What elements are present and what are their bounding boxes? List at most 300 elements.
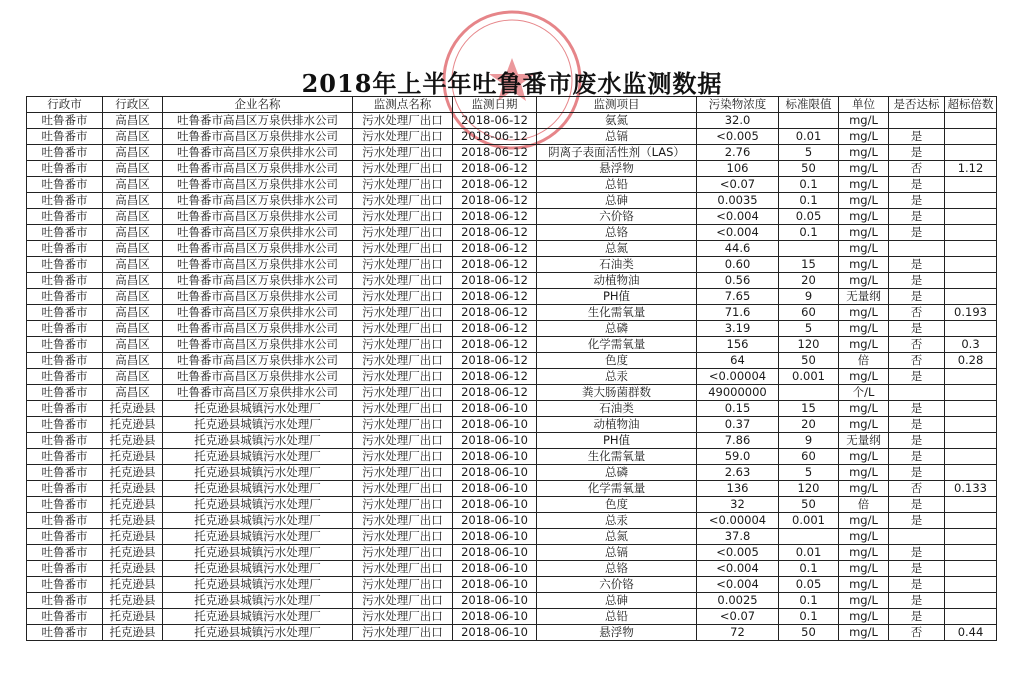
site-cell: 污水处理厂出口 [353, 385, 453, 401]
city-cell: 吐鲁番市 [27, 257, 103, 273]
district-cell: 高昌区 [103, 129, 163, 145]
item-cell: 石油类 [537, 401, 697, 417]
table-row [27, 401, 997, 417]
unit-cell: mg/L [839, 241, 889, 257]
date-cell: 2018-06-10 [453, 497, 537, 513]
compliant-cell: 是 [889, 321, 945, 337]
limit-cell: 120 [779, 337, 839, 353]
table-row [27, 257, 997, 273]
city-cell: 吐鲁番市 [27, 193, 103, 209]
unit-cell: mg/L [839, 209, 889, 225]
exceed-ratio-cell [945, 385, 997, 401]
compliant-cell: 是 [889, 289, 945, 305]
date-cell: 2018-06-12 [453, 225, 537, 241]
item-cell: PH值 [537, 289, 697, 305]
site-cell: 污水处理厂出口 [353, 353, 453, 369]
exceed-ratio-cell [945, 145, 997, 161]
exceed-ratio-cell: 0.193 [945, 305, 997, 321]
company-cell: 托克逊县城镇污水处理厂 [163, 465, 353, 481]
site-cell: 污水处理厂出口 [353, 449, 453, 465]
district-cell: 托克逊县 [103, 513, 163, 529]
unit-cell: mg/L [839, 161, 889, 177]
unit-cell: mg/L [839, 449, 889, 465]
item-cell: 动植物油 [537, 273, 697, 289]
limit-cell: 0.1 [779, 609, 839, 625]
limit-cell: 0.1 [779, 561, 839, 577]
date-cell: 2018-06-12 [453, 305, 537, 321]
exceed-ratio-cell [945, 177, 997, 193]
city-cell: 吐鲁番市 [27, 625, 103, 641]
exceed-ratio-cell: 0.133 [945, 481, 997, 497]
date-cell: 2018-06-12 [453, 289, 537, 305]
site-cell: 污水处理厂出口 [353, 401, 453, 417]
district-cell: 高昌区 [103, 385, 163, 401]
date-cell: 2018-06-12 [453, 161, 537, 177]
table-row [27, 417, 997, 433]
concentration-cell: <0.07 [697, 609, 779, 625]
exceed-ratio-cell [945, 417, 997, 433]
limit-cell: 50 [779, 353, 839, 369]
concentration-cell: 72 [697, 625, 779, 641]
city-cell: 吐鲁番市 [27, 337, 103, 353]
unit-cell: mg/L [839, 305, 889, 321]
site-cell: 污水处理厂出口 [353, 161, 453, 177]
company-cell: 吐鲁番市高昌区万泉供排水公司 [163, 129, 353, 145]
unit-cell: mg/L [839, 337, 889, 353]
district-cell: 托克逊县 [103, 497, 163, 513]
concentration-cell: <0.005 [697, 129, 779, 145]
exceed-ratio-cell [945, 465, 997, 481]
limit-cell: 0.05 [779, 209, 839, 225]
item-cell: 总铅 [537, 609, 697, 625]
unit-cell: mg/L [839, 465, 889, 481]
date-cell: 2018-06-10 [453, 481, 537, 497]
item-cell: 总砷 [537, 593, 697, 609]
company-cell: 托克逊县城镇污水处理厂 [163, 497, 353, 513]
city-cell: 吐鲁番市 [27, 401, 103, 417]
date-cell: 2018-06-10 [453, 513, 537, 529]
table-row [27, 609, 997, 625]
item-cell: 色度 [537, 497, 697, 513]
city-cell: 吐鲁番市 [27, 177, 103, 193]
limit-cell [779, 113, 839, 129]
table-row [27, 593, 997, 609]
limit-cell: 0.01 [779, 545, 839, 561]
concentration-cell: 59.0 [697, 449, 779, 465]
date-cell: 2018-06-10 [453, 401, 537, 417]
district-cell: 高昌区 [103, 305, 163, 321]
city-cell: 吐鲁番市 [27, 577, 103, 593]
date-cell: 2018-06-12 [453, 353, 537, 369]
unit-cell: mg/L [839, 401, 889, 417]
exceed-ratio-cell: 1.12 [945, 161, 997, 177]
unit-cell: mg/L [839, 545, 889, 561]
unit-cell: mg/L [839, 129, 889, 145]
limit-cell: 0.1 [779, 193, 839, 209]
table-row [27, 529, 997, 545]
unit-cell: 个/L [839, 385, 889, 401]
date-cell: 2018-06-10 [453, 593, 537, 609]
item-cell: 生化需氧量 [537, 305, 697, 321]
concentration-cell: 37.8 [697, 529, 779, 545]
limit-cell [779, 241, 839, 257]
item-cell: 总磷 [537, 465, 697, 481]
exceed-ratio-cell [945, 225, 997, 241]
city-cell: 吐鲁番市 [27, 145, 103, 161]
site-cell: 污水处理厂出口 [353, 417, 453, 433]
concentration-cell: 156 [697, 337, 779, 353]
city-cell: 吐鲁番市 [27, 561, 103, 577]
site-cell: 污水处理厂出口 [353, 481, 453, 497]
concentration-cell: 64 [697, 353, 779, 369]
table-row [27, 513, 997, 529]
unit-cell: mg/L [839, 369, 889, 385]
unit-cell: mg/L [839, 417, 889, 433]
unit-cell: 倍 [839, 497, 889, 513]
unit-cell: mg/L [839, 113, 889, 129]
item-cell: 总砷 [537, 193, 697, 209]
limit-cell: 60 [779, 305, 839, 321]
exceed-ratio-cell [945, 449, 997, 465]
page-title: 2018年上半年吐鲁番市废水监测数据 [301, 69, 723, 98]
table-row [27, 225, 997, 241]
concentration-cell: 32 [697, 497, 779, 513]
exceed-ratio-cell [945, 273, 997, 289]
unit-cell: mg/L [839, 529, 889, 545]
compliant-cell: 否 [889, 305, 945, 321]
site-cell: 污水处理厂出口 [353, 321, 453, 337]
date-cell: 2018-06-12 [453, 113, 537, 129]
concentration-cell: 0.15 [697, 401, 779, 417]
table-row [27, 177, 997, 193]
city-cell: 吐鲁番市 [27, 449, 103, 465]
company-cell: 托克逊县城镇污水处理厂 [163, 593, 353, 609]
table-row [27, 145, 997, 161]
table-row [27, 273, 997, 289]
item-cell: 总氮 [537, 529, 697, 545]
table-row [27, 561, 997, 577]
compliant-cell: 是 [889, 513, 945, 529]
city-cell: 吐鲁番市 [27, 209, 103, 225]
district-cell: 高昌区 [103, 209, 163, 225]
concentration-cell: 32.0 [697, 113, 779, 129]
site-cell: 污水处理厂出口 [353, 577, 453, 593]
limit-cell: 50 [779, 625, 839, 641]
date-cell: 2018-06-12 [453, 385, 537, 401]
limit-cell: 60 [779, 449, 839, 465]
unit-cell: mg/L [839, 177, 889, 193]
company-cell: 吐鲁番市高昌区万泉供排水公司 [163, 337, 353, 353]
item-cell: 总铬 [537, 561, 697, 577]
unit-cell: mg/L [839, 609, 889, 625]
district-cell: 高昌区 [103, 337, 163, 353]
limit-cell: 0.001 [779, 513, 839, 529]
compliant-cell: 是 [889, 129, 945, 145]
header-limit: 标准限值 [779, 97, 839, 113]
site-cell: 污水处理厂出口 [353, 545, 453, 561]
site-cell: 污水处理厂出口 [353, 129, 453, 145]
company-cell: 吐鲁番市高昌区万泉供排水公司 [163, 353, 353, 369]
city-cell: 吐鲁番市 [27, 273, 103, 289]
concentration-cell: <0.00004 [697, 513, 779, 529]
exceed-ratio-cell [945, 609, 997, 625]
site-cell: 污水处理厂出口 [353, 145, 453, 161]
unit-cell: 无量纲 [839, 433, 889, 449]
compliant-cell: 是 [889, 225, 945, 241]
unit-cell: mg/L [839, 321, 889, 337]
unit-cell: mg/L [839, 577, 889, 593]
concentration-cell: 3.19 [697, 321, 779, 337]
concentration-cell: 2.76 [697, 145, 779, 161]
district-cell: 托克逊县 [103, 545, 163, 561]
concentration-cell: 136 [697, 481, 779, 497]
item-cell: 悬浮物 [537, 161, 697, 177]
site-cell: 污水处理厂出口 [353, 625, 453, 641]
limit-cell: 50 [779, 497, 839, 513]
concentration-cell: 71.6 [697, 305, 779, 321]
company-cell: 吐鲁番市高昌区万泉供排水公司 [163, 209, 353, 225]
table-row [27, 289, 997, 305]
company-cell: 托克逊县城镇污水处理厂 [163, 417, 353, 433]
compliant-cell: 是 [889, 369, 945, 385]
concentration-cell: <0.004 [697, 561, 779, 577]
date-cell: 2018-06-10 [453, 417, 537, 433]
district-cell: 高昌区 [103, 241, 163, 257]
table-row [27, 353, 997, 369]
compliant-cell: 是 [889, 257, 945, 273]
concentration-cell: 0.0035 [697, 193, 779, 209]
company-cell: 吐鲁番市高昌区万泉供排水公司 [163, 161, 353, 177]
limit-cell: 0.1 [779, 225, 839, 241]
header-date: 监测日期 [453, 97, 537, 113]
date-cell: 2018-06-10 [453, 529, 537, 545]
site-cell: 污水处理厂出口 [353, 369, 453, 385]
city-cell: 吐鲁番市 [27, 161, 103, 177]
compliant-cell: 是 [889, 497, 945, 513]
district-cell: 托克逊县 [103, 401, 163, 417]
company-cell: 托克逊县城镇污水处理厂 [163, 481, 353, 497]
exceed-ratio-cell: 0.3 [945, 337, 997, 353]
city-cell: 吐鲁番市 [27, 465, 103, 481]
city-cell: 吐鲁番市 [27, 609, 103, 625]
date-cell: 2018-06-10 [453, 625, 537, 641]
company-cell: 托克逊县城镇污水处理厂 [163, 609, 353, 625]
company-cell: 托克逊县城镇污水处理厂 [163, 513, 353, 529]
concentration-cell: <0.00004 [697, 369, 779, 385]
site-cell: 污水处理厂出口 [353, 513, 453, 529]
district-cell: 托克逊县 [103, 433, 163, 449]
concentration-cell: 7.86 [697, 433, 779, 449]
site-cell: 污水处理厂出口 [353, 337, 453, 353]
limit-cell: 5 [779, 145, 839, 161]
unit-cell: mg/L [839, 593, 889, 609]
table-row [27, 481, 997, 497]
company-cell: 吐鲁番市高昌区万泉供排水公司 [163, 145, 353, 161]
compliant-cell: 是 [889, 417, 945, 433]
unit-cell: 无量纲 [839, 289, 889, 305]
district-cell: 高昌区 [103, 321, 163, 337]
item-cell: 总铅 [537, 177, 697, 193]
site-cell: 污水处理厂出口 [353, 497, 453, 513]
city-cell: 吐鲁番市 [27, 225, 103, 241]
site-cell: 污水处理厂出口 [353, 593, 453, 609]
exceed-ratio-cell [945, 209, 997, 225]
table-row [27, 449, 997, 465]
exceed-ratio-cell [945, 561, 997, 577]
company-cell: 托克逊县城镇污水处理厂 [163, 545, 353, 561]
compliant-cell: 是 [889, 273, 945, 289]
date-cell: 2018-06-12 [453, 177, 537, 193]
concentration-cell: 2.63 [697, 465, 779, 481]
item-cell: 生化需氧量 [537, 449, 697, 465]
company-cell: 托克逊县城镇污水处理厂 [163, 401, 353, 417]
site-cell: 污水处理厂出口 [353, 433, 453, 449]
district-cell: 高昌区 [103, 257, 163, 273]
site-cell: 污水处理厂出口 [353, 561, 453, 577]
date-cell: 2018-06-10 [453, 465, 537, 481]
exceed-ratio-cell [945, 433, 997, 449]
site-cell: 污水处理厂出口 [353, 289, 453, 305]
item-cell: 总镉 [537, 545, 697, 561]
date-cell: 2018-06-12 [453, 321, 537, 337]
district-cell: 托克逊县 [103, 417, 163, 433]
city-cell: 吐鲁番市 [27, 593, 103, 609]
city-cell: 吐鲁番市 [27, 113, 103, 129]
city-cell: 吐鲁番市 [27, 353, 103, 369]
date-cell: 2018-06-10 [453, 609, 537, 625]
site-cell: 污水处理厂出口 [353, 241, 453, 257]
company-cell: 吐鲁番市高昌区万泉供排水公司 [163, 241, 353, 257]
site-cell: 污水处理厂出口 [353, 225, 453, 241]
date-cell: 2018-06-12 [453, 273, 537, 289]
exceed-ratio-cell [945, 497, 997, 513]
compliant-cell: 是 [889, 609, 945, 625]
header-company: 企业名称 [163, 97, 353, 113]
company-cell: 吐鲁番市高昌区万泉供排水公司 [163, 113, 353, 129]
table-row [27, 337, 997, 353]
city-cell: 吐鲁番市 [27, 433, 103, 449]
site-cell: 污水处理厂出口 [353, 193, 453, 209]
company-cell: 吐鲁番市高昌区万泉供排水公司 [163, 193, 353, 209]
district-cell: 高昌区 [103, 193, 163, 209]
city-cell: 吐鲁番市 [27, 321, 103, 337]
date-cell: 2018-06-12 [453, 145, 537, 161]
limit-cell: 0.05 [779, 577, 839, 593]
item-cell: 化学需氧量 [537, 481, 697, 497]
exceed-ratio-cell [945, 129, 997, 145]
exceed-ratio-cell [945, 113, 997, 129]
table-header-row [27, 97, 997, 113]
concentration-cell: <0.07 [697, 177, 779, 193]
compliant-cell: 是 [889, 577, 945, 593]
exceed-ratio-cell [945, 369, 997, 385]
concentration-cell: <0.004 [697, 577, 779, 593]
header-district: 行政区 [103, 97, 163, 113]
exceed-ratio-cell [945, 529, 997, 545]
header-item: 监测项目 [537, 97, 697, 113]
item-cell: 阴离子表面活性剂（LAS） [537, 145, 697, 161]
date-cell: 2018-06-10 [453, 577, 537, 593]
compliant-cell: 否 [889, 161, 945, 177]
exceed-ratio-cell [945, 577, 997, 593]
compliant-cell [889, 529, 945, 545]
compliant-cell: 是 [889, 209, 945, 225]
limit-cell: 5 [779, 321, 839, 337]
concentration-cell: 106 [697, 161, 779, 177]
city-cell: 吐鲁番市 [27, 545, 103, 561]
compliant-cell: 是 [889, 193, 945, 209]
compliant-cell: 是 [889, 145, 945, 161]
unit-cell: mg/L [839, 145, 889, 161]
compliant-cell: 是 [889, 433, 945, 449]
table-row [27, 129, 997, 145]
item-cell: 色度 [537, 353, 697, 369]
unit-cell: mg/L [839, 193, 889, 209]
site-cell: 污水处理厂出口 [353, 257, 453, 273]
item-cell: 动植物油 [537, 417, 697, 433]
unit-cell: mg/L [839, 273, 889, 289]
company-cell: 托克逊县城镇污水处理厂 [163, 625, 353, 641]
table-row [27, 625, 997, 641]
limit-cell: 0.001 [779, 369, 839, 385]
exceed-ratio-cell: 0.28 [945, 353, 997, 369]
item-cell: 总磷 [537, 321, 697, 337]
exceed-ratio-cell [945, 513, 997, 529]
district-cell: 托克逊县 [103, 465, 163, 481]
site-cell: 污水处理厂出口 [353, 609, 453, 625]
limit-cell: 15 [779, 257, 839, 273]
exceed-ratio-cell: 0.44 [945, 625, 997, 641]
date-cell: 2018-06-12 [453, 337, 537, 353]
site-cell: 污水处理厂出口 [353, 209, 453, 225]
exceed-ratio-cell [945, 241, 997, 257]
item-cell: 总汞 [537, 369, 697, 385]
concentration-cell: 44.6 [697, 241, 779, 257]
header-exceed-ratio: 超标倍数 [945, 97, 997, 113]
table-row [27, 577, 997, 593]
limit-cell [779, 529, 839, 545]
unit-cell: mg/L [839, 561, 889, 577]
header-unit: 单位 [839, 97, 889, 113]
district-cell: 高昌区 [103, 161, 163, 177]
compliant-cell: 否 [889, 625, 945, 641]
district-cell: 托克逊县 [103, 449, 163, 465]
district-cell: 高昌区 [103, 369, 163, 385]
site-cell: 污水处理厂出口 [353, 465, 453, 481]
date-cell: 2018-06-12 [453, 257, 537, 273]
item-cell: 化学需氧量 [537, 337, 697, 353]
city-cell: 吐鲁番市 [27, 129, 103, 145]
date-cell: 2018-06-12 [453, 129, 537, 145]
table-row [27, 305, 997, 321]
exceed-ratio-cell [945, 321, 997, 337]
city-cell: 吐鲁番市 [27, 481, 103, 497]
company-cell: 吐鲁番市高昌区万泉供排水公司 [163, 225, 353, 241]
compliant-cell: 否 [889, 353, 945, 369]
company-cell: 吐鲁番市高昌区万泉供排水公司 [163, 257, 353, 273]
header-city: 行政市 [27, 97, 103, 113]
company-cell: 吐鲁番市高昌区万泉供排水公司 [163, 177, 353, 193]
item-cell: 总镉 [537, 129, 697, 145]
city-cell: 吐鲁番市 [27, 417, 103, 433]
table-row [27, 497, 997, 513]
company-cell: 托克逊县城镇污水处理厂 [163, 449, 353, 465]
limit-cell: 5 [779, 465, 839, 481]
table-row [27, 193, 997, 209]
city-cell: 吐鲁番市 [27, 385, 103, 401]
city-cell: 吐鲁番市 [27, 289, 103, 305]
site-cell: 污水处理厂出口 [353, 113, 453, 129]
